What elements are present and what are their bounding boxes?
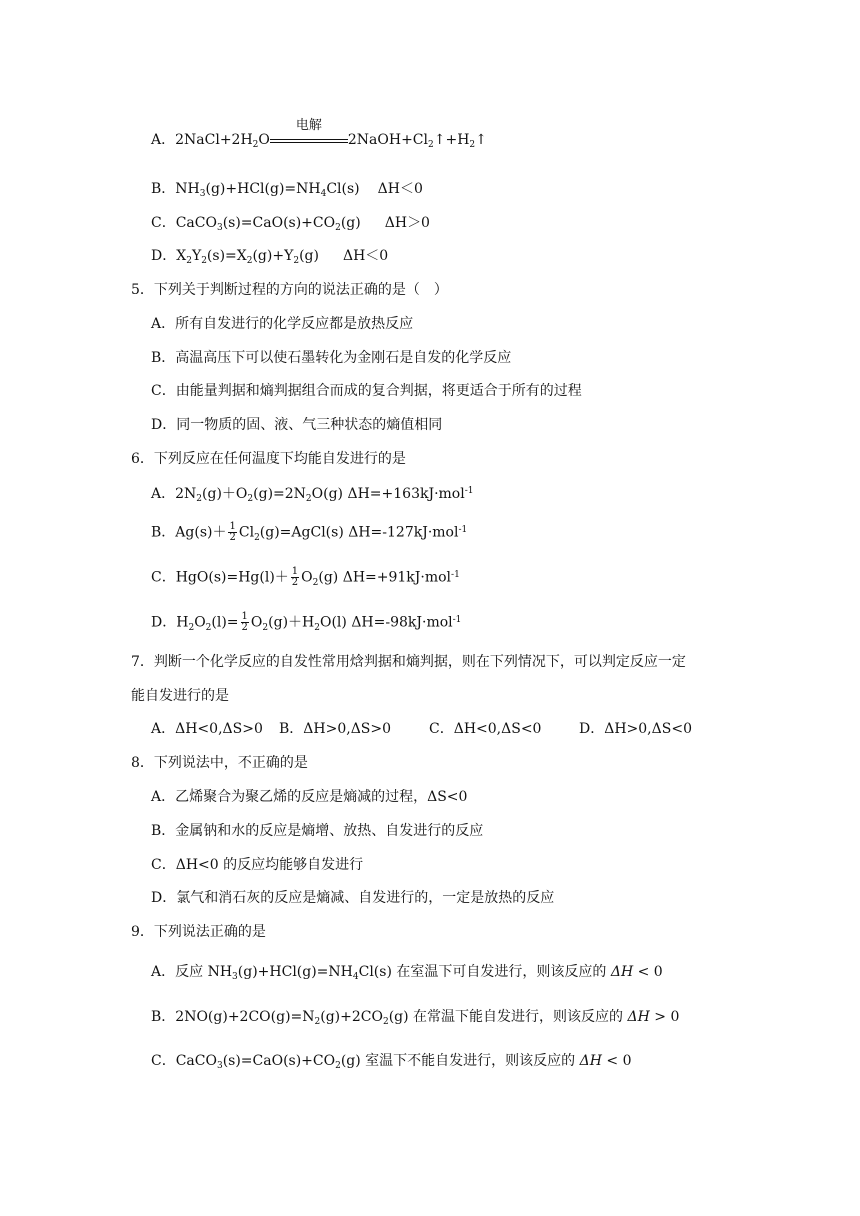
q5-stem: 5．下列关于判断过程的方向的说法正确的是（ ） bbox=[131, 282, 448, 298]
fraction-half: $\frac{1}{2}$ bbox=[229, 521, 236, 543]
q4-option-c: C．$CaCO_3(s)=CaO(s)+CO_2(g)$ ΔH＞0 bbox=[151, 215, 430, 233]
q6-option-a: A．$2N_2(g)+O_2(g)=2N_2O(g)$ ΔH=+163kJ·mol$^{-1}$ bbox=[151, 486, 474, 504]
q4-option-a: A．$2NaCl+2H_2O$ 电解 $2NaOH+Cl_2↑+H_2↑$ bbox=[151, 118, 487, 150]
q5-option-c: C．由能量判据和熵判据组合而成的复合判据，将更适合于所有的过程 bbox=[151, 383, 582, 399]
q9-stem: 9．下列说法正确的是 bbox=[131, 924, 266, 940]
q7-option-c: C．ΔH<0,ΔS<0 bbox=[429, 721, 542, 737]
q8-option-c: C．ΔH<0 的反应均能够自发进行 bbox=[151, 857, 364, 873]
q7-stem-line2: 能自发进行的是 bbox=[131, 688, 229, 704]
q5-option-a: A．所有自发进行的化学反应都是放热反应 bbox=[151, 316, 414, 332]
q8-option-d: D．氯气和消石灰的反应是熵减、自发进行的，一定是放热的反应 bbox=[151, 890, 555, 906]
electrolysis-arrow: 电解 bbox=[270, 130, 348, 150]
q7-option-d: D．ΔH>0,ΔS<0 bbox=[579, 721, 692, 737]
q4-option-d: D．$X_2Y_2(s)=X_2(g)+Y_2(g)$ ΔH＜0 bbox=[151, 248, 389, 266]
q9-option-a: A．反应 $NH_3(g)+HCl(g)=NH_4Cl(s)$ 在室温下可自发进行，则该反应的 ΔH < 0 bbox=[151, 964, 663, 982]
q4-option-b: B．$NH_3(g)+HCl(g)=NH_4Cl(s)$ ΔH＜0 bbox=[151, 181, 423, 199]
q9-option-c: C．$CaCO_3(s)=CaO(s)+CO_2(g)$ 室温下不能自发进行，则该反应的 ΔH < 0 bbox=[151, 1053, 632, 1071]
q5-option-b: B．高温高压下可以使石墨转化为金刚石是自发的化学反应 bbox=[151, 350, 512, 366]
q7-stem-line1: 7．判断一个化学反应的自发性常用焓判据和熵判据，则在下列情况下，可以判定反应一定 bbox=[131, 654, 686, 670]
q7-option-a: A．ΔH<0,ΔS>0 bbox=[151, 721, 263, 737]
q8-stem: 8．下列说法中，不正确的是 bbox=[131, 755, 308, 771]
fraction-half: $\frac{1}{2}$ bbox=[291, 566, 299, 588]
q6-option-b: B．Ag(s)＋ $\frac{1}{2}$ $Cl_2(g)=AgCl(s)$ ΔH=-127kJ·mol$^{-1}$ bbox=[151, 521, 468, 543]
q5-option-d: D．同一物质的固、液、气三种状态的熵值相同 bbox=[151, 417, 443, 433]
q8-option-a: A．乙烯聚合为聚乙烯的反应是熵减的过程，ΔS<0 bbox=[151, 789, 468, 805]
q6-stem: 6．下列反应在任何温度下均能自发进行的是 bbox=[131, 451, 406, 467]
fraction-half: $\frac{1}{2}$ bbox=[241, 611, 248, 633]
q6-option-d: D．$H_2O_2(l)=$ $\frac{1}{2}$ $O_2(g)+H_2O(l)$ ΔH=-98kJ·mol$^{-1}$ bbox=[151, 611, 462, 633]
q8-option-b: B．金属钠和水的反应是熵增、放热、自发进行的反应 bbox=[151, 823, 484, 839]
q9-option-b: B．$2NO(g)+2CO(g)=N_2(g)+2CO_2(g)$ 在常温下能自发进行，则该反应的 ΔH > 0 bbox=[151, 1009, 680, 1027]
q6-option-c: C．HgO(s)=Hg(l)＋ $\frac{1}{2}$ $O_2(g)$ ΔH=+91kJ·mol$^{-1}$ bbox=[151, 566, 460, 588]
q7-option-b: B．ΔH>0,ΔS>0 bbox=[279, 721, 392, 737]
